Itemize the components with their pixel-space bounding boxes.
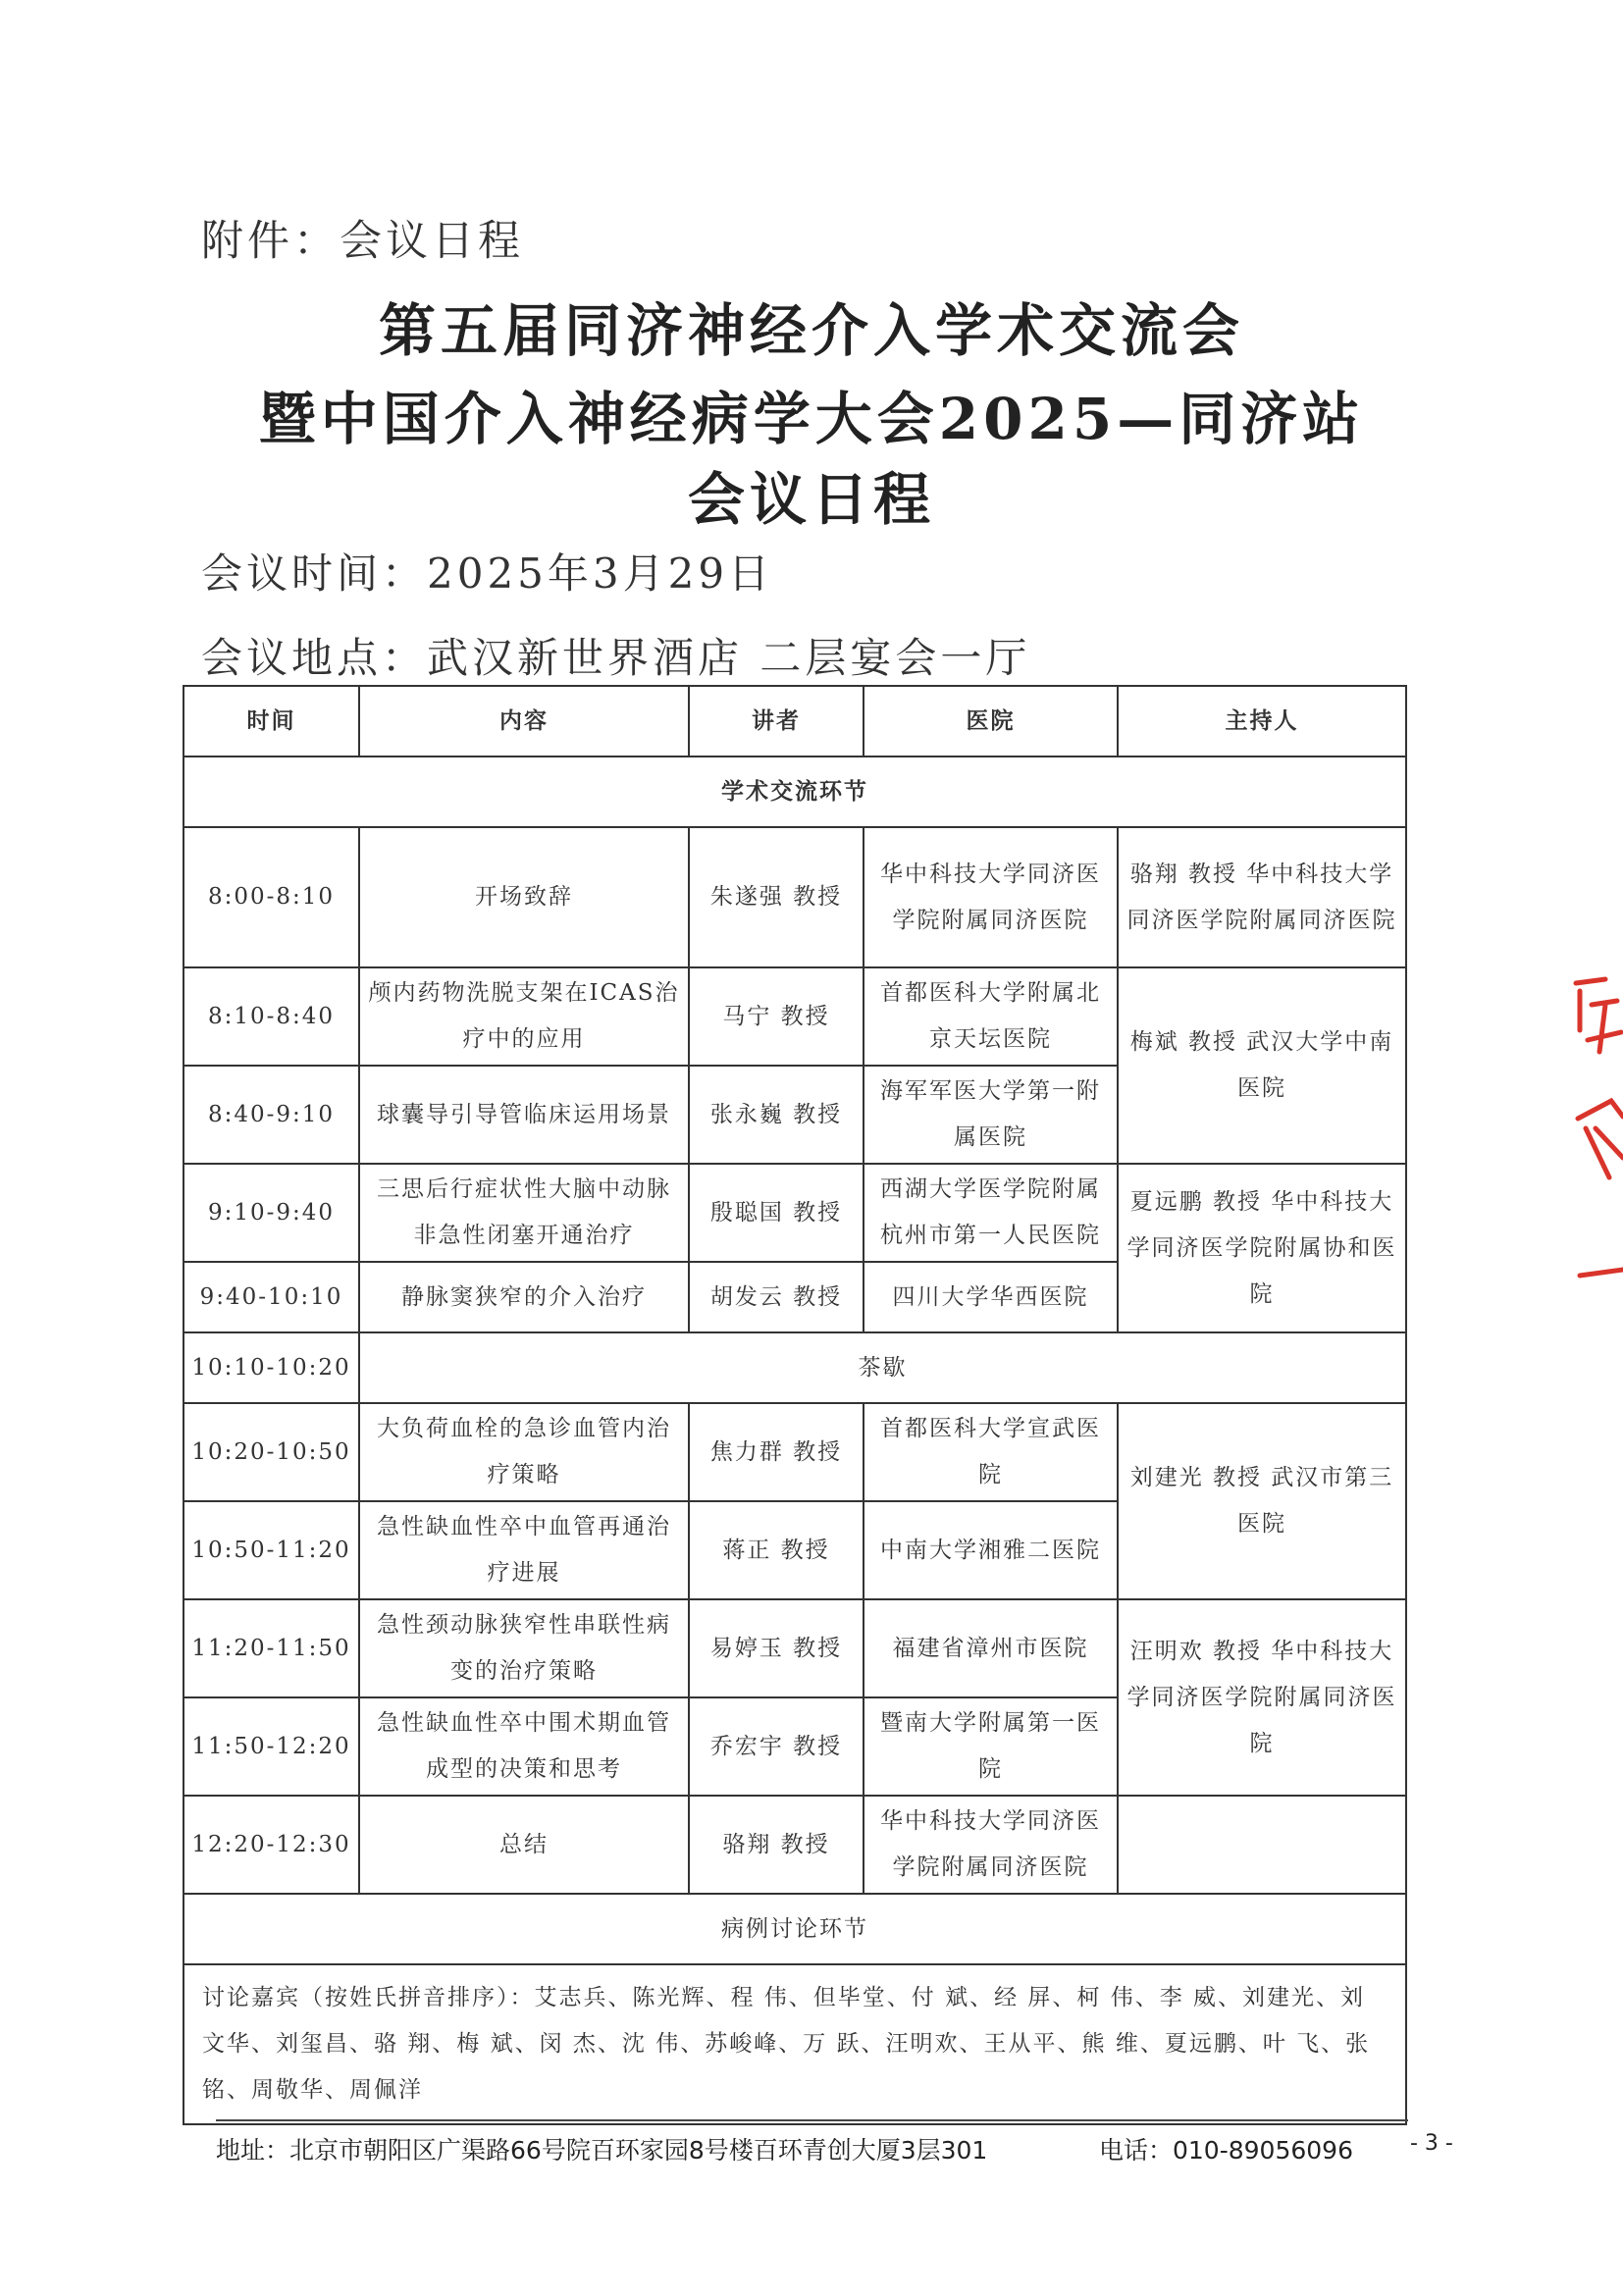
time-cell: 9:40-10:10 [183,1262,359,1332]
table-row [183,1599,1406,1697]
header-time: 时间 [183,686,359,757]
content-cell: 三思后行症状性大脑中动脉非急性闭塞开通治疗 [359,1164,689,1262]
speaker-cell: 张永巍 教授 [689,1066,864,1164]
host-cell: 梅斌 教授 武汉大学中南医院 [1118,967,1406,1164]
host-cell: 夏远鹏 教授 华中科技大学同济医学院附属协和医院 [1118,1164,1406,1332]
header-hospital: 医院 [864,686,1118,757]
time-cell: 8:10-8:40 [183,967,359,1066]
time-cell: 12:20-12:30 [183,1796,359,1894]
host-cell: 汪明欢 教授 华中科技大学同济医学院附属同济医院 [1118,1599,1406,1796]
speaker-cell: 焦力群 教授 [689,1403,864,1501]
time-cell: 10:20-10:50 [183,1403,359,1501]
title-line-3: 会议日程 [687,466,935,533]
content-cell: 颅内药物洗脱支架在ICAS治疗中的应用 [359,967,689,1066]
footer-address: 地址：北京市朝阳区广渠路66号院百环家园8号楼百环青创大厦3层301 [216,2136,988,2165]
table-row [183,1164,1406,1262]
table-row [183,1332,1406,1403]
hospital-cell: 四川大学华西医院 [864,1262,1118,1332]
section-academic: 学术交流环节 [183,757,1406,827]
speaker-cell: 蒋正 教授 [689,1501,864,1599]
section-row [183,1894,1406,1964]
time-cell: 8:00-8:10 [183,827,359,967]
time-cell: 8:40-9:10 [183,1066,359,1164]
section-row [183,757,1406,827]
content-cell: 球囊导引导管临床运用场景 [359,1066,689,1164]
time-cell: 11:50-12:20 [183,1697,359,1796]
speaker-cell: 殷聪国 教授 [689,1164,864,1262]
speaker-cell: 易婷玉 教授 [689,1599,864,1697]
hospital-cell: 首都医科大学宣武医院 [864,1403,1118,1501]
footer-phone: 电话：010-89056096 [1099,2136,1353,2165]
header-content: 内容 [359,686,689,757]
table-row [183,1796,1406,1894]
speaker-cell: 乔宏宇 教授 [689,1697,864,1796]
hospital-cell: 首都医科大学附属北京天坛医院 [864,967,1118,1066]
title-line-1: 第五届同济神经介入学术交流会 [378,297,1244,364]
seal-marks [1576,979,1623,1276]
header-host: 主持人 [1118,686,1406,757]
content-cell: 静脉窦狭窄的介入治疗 [359,1262,689,1332]
footer-divider [216,2119,1408,2121]
meeting-time: 会议时间：2025年3月29日 [201,549,774,598]
time-cell: 10:10-10:20 [183,1332,359,1403]
speaker-cell: 骆翔 教授 [689,1796,864,1894]
content-cell: 急性缺血性卒中血管再通治疗进展 [359,1501,689,1599]
hospital-cell: 华中科技大学同济医学院附属同济医院 [864,1796,1118,1894]
host-cell-empty [1118,1796,1406,1894]
content-cell: 急性颈动脉狭窄性串联性病变的治疗策略 [359,1599,689,1697]
schedule-table [183,685,1407,2125]
red-seal-stamp-edge [1566,971,1623,1295]
content-cell: 开场致辞 [359,827,689,967]
table-header-row [183,686,1406,757]
title-line-2: 暨中国介入神经病学大会2025—同济站 [258,386,1365,452]
speaker-cell: 朱遂强 教授 [689,827,864,967]
tea-break-cell: 茶歇 [359,1332,1406,1403]
hospital-cell: 中南大学湘雅二医院 [864,1501,1118,1599]
hospital-cell: 海军军医大学第一附属医院 [864,1066,1118,1164]
content-cell: 急性缺血性卒中围术期血管成型的决策和思考 [359,1697,689,1796]
discussion-guests: 讨论嘉宾（按姓氏拼音排序）：艾志兵、陈光辉、程 伟、但毕堂、付 斌、经 屏、柯 伟、李 威、刘建光、刘文华、刘玺昌、骆 翔、梅 斌、闵 杰、沈 伟、苏峻峰、万 跃、汪明欢、王从平、熊 维、夏远鹏、叶 飞、张 铭、周敬华、周佩洋 [183,1964,1406,2124]
table-row [183,827,1406,967]
hospital-cell: 华中科技大学同济医学院附属同济医院 [864,827,1118,967]
time-cell: 11:20-11:50 [183,1599,359,1697]
speaker-cell: 胡发云 教授 [689,1262,864,1332]
table-row [183,1403,1406,1501]
hospital-cell: 福建省漳州市医院 [864,1599,1118,1697]
content-cell: 总结 [359,1796,689,1894]
section-case-discussion: 病例讨论环节 [183,1894,1406,1964]
host-cell: 刘建光 教授 武汉市第三医院 [1118,1403,1406,1599]
time-cell: 10:50-11:20 [183,1501,359,1599]
hospital-cell: 暨南大学附属第一医院 [864,1697,1118,1796]
page-number: - 3 - [1410,2131,1453,2156]
host-cell: 骆翔 教授 华中科技大学同济医学院附属同济医院 [1118,827,1406,967]
time-cell: 9:10-9:40 [183,1164,359,1262]
attachment-label: 附件：会议日程 [201,217,524,266]
meeting-place: 会议地点：武汉新世界酒店 二层宴会一厅 [201,634,1031,682]
header-speaker: 讲者 [689,686,864,757]
content-cell: 大负荷血栓的急诊血管内治疗策略 [359,1403,689,1501]
guests-row [183,1964,1406,2124]
speaker-cell: 马宁 教授 [689,967,864,1066]
table-row [183,967,1406,1066]
hospital-cell: 西湖大学医学院附属杭州市第一人民医院 [864,1164,1118,1262]
